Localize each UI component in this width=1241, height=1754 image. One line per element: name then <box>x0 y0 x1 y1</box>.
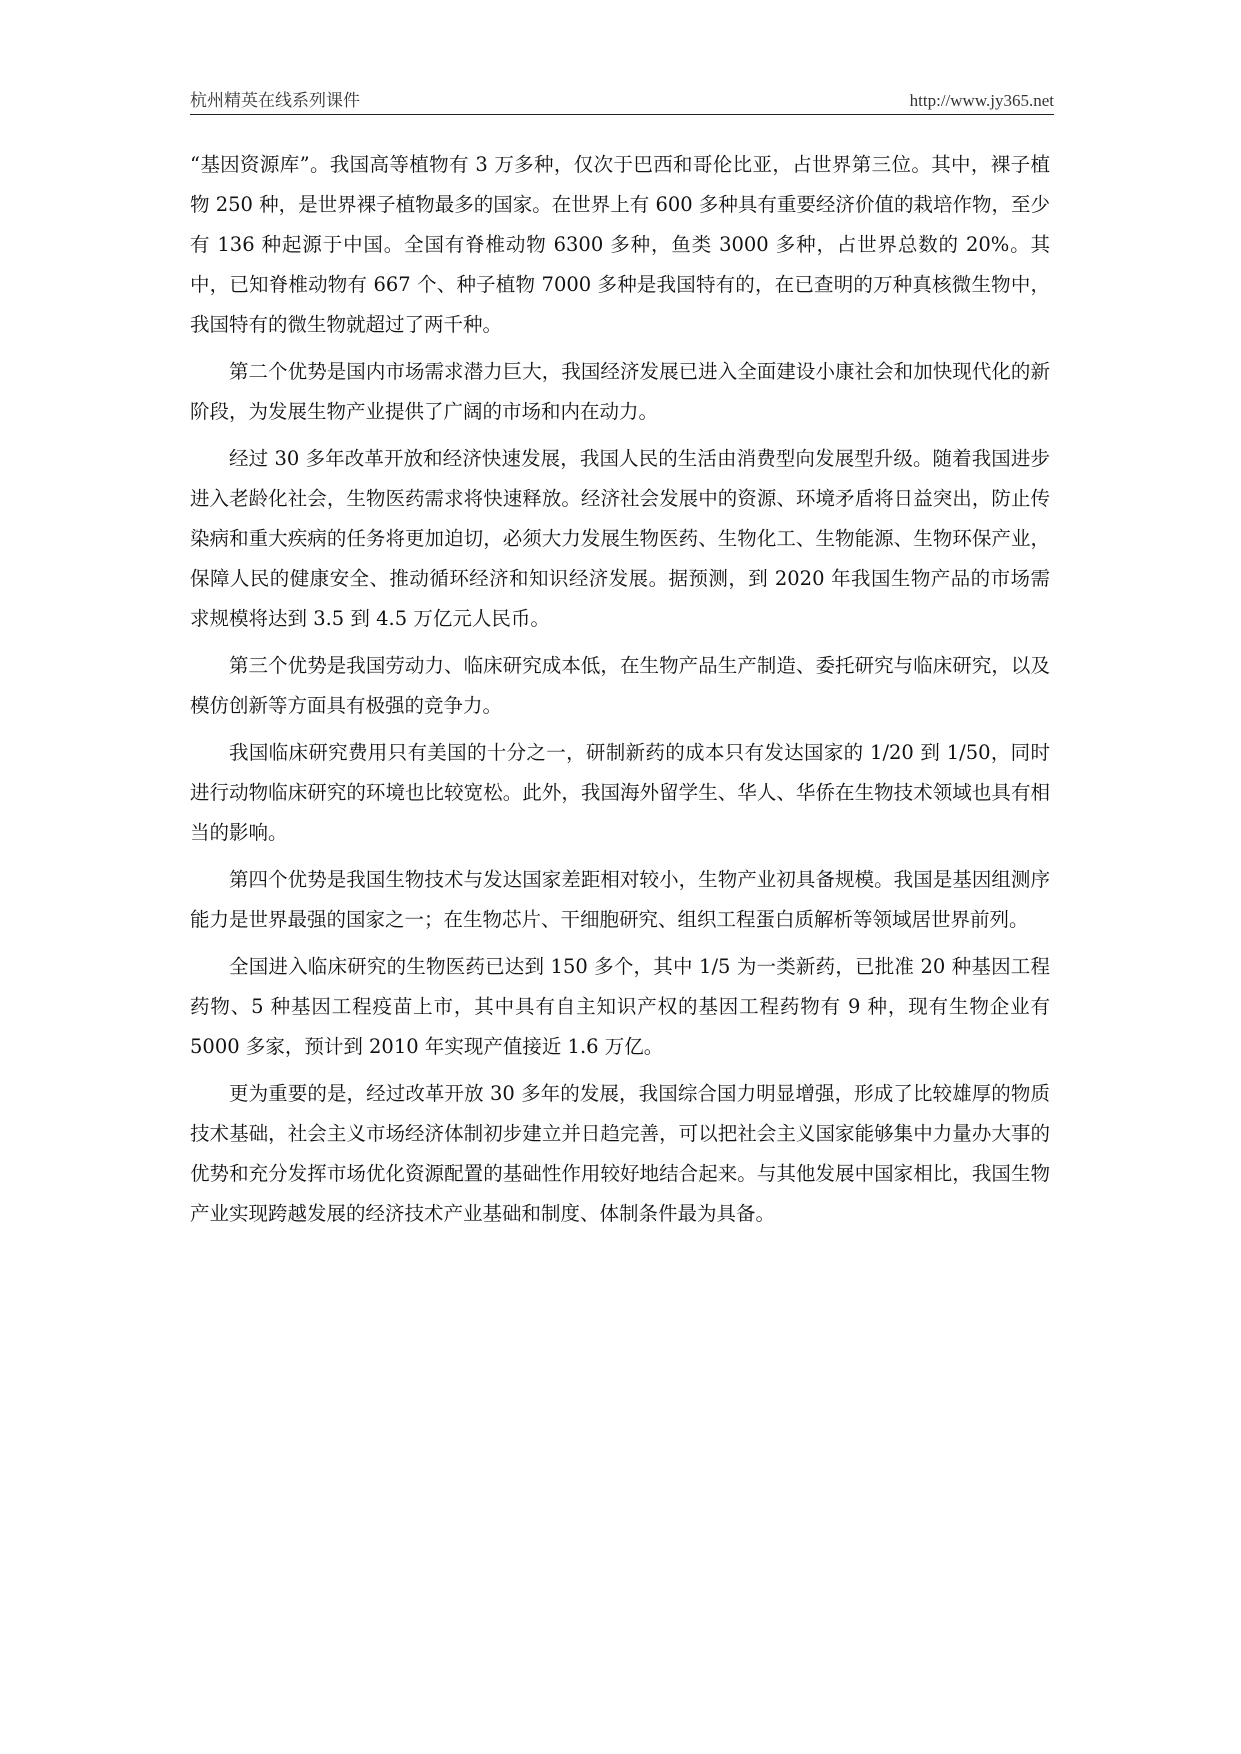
paragraph-5: 我国临床研究费用只有美国的十分之一，研制新药的成本只有发达国家的 1/20 到 1/50，同时进行动物临床研究的环境也比较宽松。此外，我国海外留学生、华人、华侨在生物技术领域也具有相当的影响。 <box>190 741 1050 844</box>
paragraph-4: 第三个优势是我国劳动力、临床研究成本低，在生物产品生产制造、委托研究与临床研究，以及模仿创新等方面具有极强的竞争力。 <box>190 654 1050 717</box>
paragraph-6: 第四个优势是我国生物技术与发达国家差距相对较小，生物产业初具备规模。我国是基因组测序能力是世界最强的国家之一；在生物芯片、干细胞研究、组织工程蛋白质解析等领域居世界前列。 <box>190 868 1050 931</box>
paragraph-8: 更为重要的是，经过改革开放 30 多年的发展，我国综合国力明显增强，形成了比较雄厚的物质技术基础，社会主义市场经济体制初步建立并日趋完善，可以把社会主义国家能够集中力量办大事的优势和充分发挥市场优化资源配置的基础性作用较好地结合起来。与其他发展中国家相比，我国生物产业实现跨越发展的经济技术产业基础和制度、体制条件最为具备。 <box>190 1082 1050 1225</box>
paragraph-2: 第二个优势是国内市场需求潜力巨大，我国经济发展已进入全面建设小康社会和加快现代化的新阶段，为发展生物产业提供了广阔的市场和内在动力。 <box>190 360 1050 423</box>
paragraph-7: 全国进入临床研究的生物医药已达到 150 多个，其中 1/5 为一类新药，已批准 20 种基因工程药物、5 种基因工程疫苗上市，其中具有自主知识产权的基因工程药物有 9 种，现有生物企业有 5000 多家，预计到 2010 年实现产值接近 1.6 万亿。 <box>190 955 1050 1058</box>
paragraph-1: “基因资源库”。我国高等植物有 3 万多种，仅次于巴西和哥伦比亚，占世界第三位。其中，裸子植物 250 种，是世界裸子植物最多的国家。在世界上有 600 多种具有重要经济价值的栽培作物，至少有 136 种起源于中国。全国有脊椎动物 6300 多种，鱼类 3000 多种，占世界总数的 20%。其中，已知脊椎动物有 667 个、种子植物 7000 多种是我国特有的，在已查明的万种真核微生物中，我国特有的微生物就超过了两千种。 <box>190 153 1050 336</box>
header-url-link[interactable]: http://www.jy365.net <box>909 91 1054 110</box>
document-body <box>190 145 1050 1241</box>
page-header <box>190 88 1054 115</box>
paragraph-3: 经过 30 多年改革开放和经济快速发展，我国人民的生活由消费型向发展型升级。随着我国进步进入老龄化社会，生物医药需求将快速释放。经济社会发展中的资源、环境矛盾将日益突出，防止传染病和重大疾病的任务将更加迫切，必须大力发展生物医药、生物化工、生物能源、生物环保产业，保障人民的健康安全、推动循环经济和知识经济发展。据预测，到 2020 年我国生物产品的市场需求规模将达到 3.5 到 4.5 万亿元人民币。 <box>190 447 1050 630</box>
header-title: 杭州精英在线系列课件 <box>190 91 360 111</box>
